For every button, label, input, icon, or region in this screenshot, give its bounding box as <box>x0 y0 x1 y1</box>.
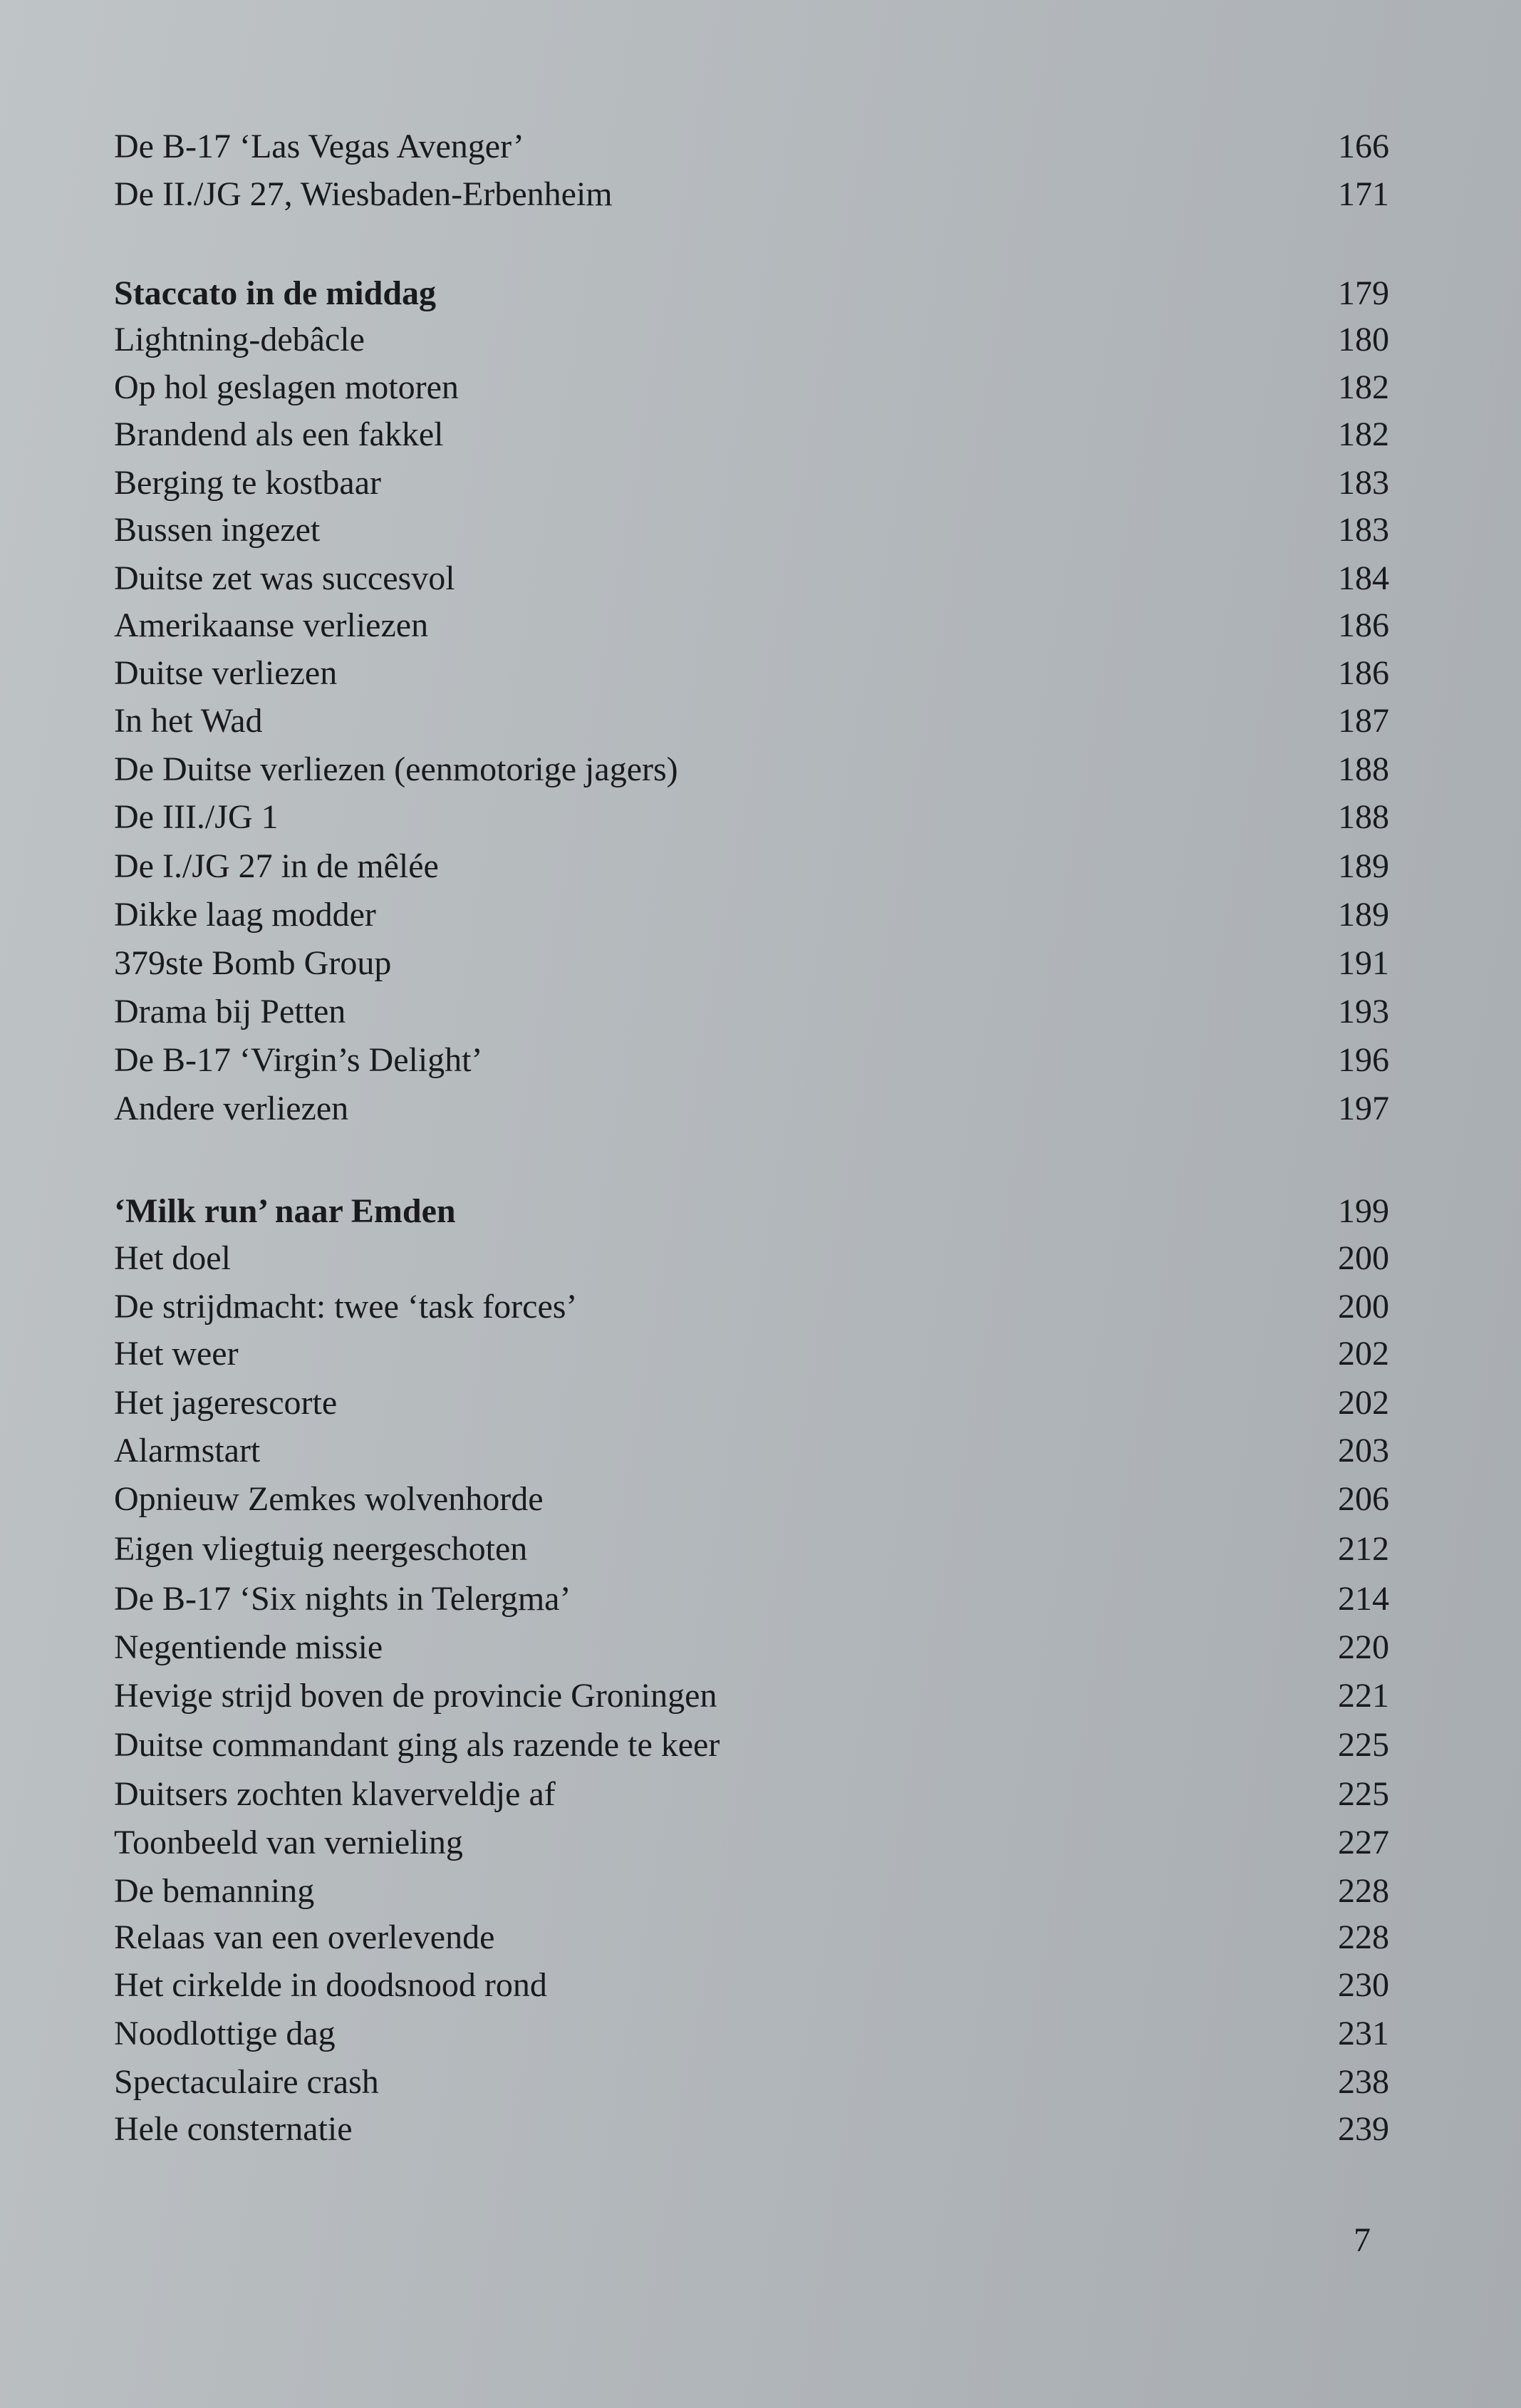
toc-entry-title: Spectaculaire crash <box>114 2063 379 2101</box>
toc-entry-title: De B-17 ‘Six nights in Telergma’ <box>114 1580 571 1618</box>
toc-entry-title: Duitse verliezen <box>114 654 338 692</box>
toc-section-heading <box>114 269 1389 318</box>
toc-entry-title: Toonbeeld van vernieling <box>114 1824 463 1861</box>
toc-entry-page: 182 <box>1338 415 1389 453</box>
toc-entry-page: 184 <box>1338 559 1389 597</box>
toc-entry-page: 225 <box>1338 1775 1389 1813</box>
toc-entry-page: 199 <box>1338 1192 1389 1230</box>
toc-entry <box>114 459 1389 507</box>
toc-entry-page: 180 <box>1338 321 1389 358</box>
toc-entry-title: Dikke laag modder <box>114 896 376 934</box>
toc-entry-title: Negentiende missie <box>114 1628 383 1666</box>
toc-entry-page: 200 <box>1338 1288 1389 1326</box>
toc-entry-page: 182 <box>1338 368 1389 406</box>
toc-entry <box>114 1379 1389 1427</box>
toc-entry <box>114 1525 1389 1574</box>
toc-entry <box>114 793 1389 842</box>
toc-entry-title: De II./JG 27, Wiesbaden-Erbenheim <box>114 175 613 213</box>
toc-entry-page: 183 <box>1338 464 1389 502</box>
toc-entry-title: Noodlottige dag <box>114 2015 336 2052</box>
toc-entry-page: 189 <box>1338 847 1389 885</box>
toc-entry-page: 230 <box>1338 1966 1389 2004</box>
toc-entry <box>114 745 1389 794</box>
toc-entry-page: 183 <box>1338 511 1389 549</box>
toc-entry-title: Andere verliezen <box>114 1090 349 1127</box>
toc-entry <box>114 2058 1389 2107</box>
toc-entry-title: Het jagerescorte <box>114 1384 338 1422</box>
toc-entry-page: 214 <box>1338 1580 1389 1618</box>
toc-entry-page: 221 <box>1338 1677 1389 1715</box>
toc-entry-title: In het Wad <box>114 702 263 740</box>
toc-entry-title: De III./JG 1 <box>114 798 279 836</box>
toc-entry-page: 188 <box>1338 750 1389 788</box>
toc-entry-page: 200 <box>1338 1239 1389 1277</box>
toc-entry-page: 197 <box>1338 1090 1389 1127</box>
toc-entry <box>114 1913 1389 1962</box>
toc-entry-title: Hele consternatie <box>114 2110 353 2148</box>
toc-entry-title: Op hol geslagen motoren <box>114 368 459 406</box>
toc-entry <box>114 1961 1389 2010</box>
toc-entry-title: De bemanning <box>114 1872 315 1910</box>
toc-entry-page: 188 <box>1338 798 1389 836</box>
toc-entry-title: 379ste Bomb Group <box>114 944 392 982</box>
toc-entry-title: Duitsers zochten klaverveldje af <box>114 1775 556 1813</box>
toc-entry <box>114 410 1389 459</box>
toc-entry <box>114 1234 1389 1283</box>
toc-entry <box>114 649 1389 698</box>
toc-entry-page: 186 <box>1338 654 1389 692</box>
toc-entry-title: ‘Milk run’ naar Emden <box>114 1192 456 1230</box>
toc-entry <box>114 2010 1389 2058</box>
toc-entry-page: 227 <box>1338 1824 1389 1861</box>
toc-entry <box>114 554 1389 603</box>
toc-entry-page: 191 <box>1338 944 1389 982</box>
toc-entry-title: Hevige strijd boven de provincie Groningen <box>114 1677 717 1715</box>
toc-entry <box>114 891 1389 939</box>
toc-entry <box>114 123 1389 171</box>
toc-entry-page: 238 <box>1338 2063 1389 2101</box>
toc-entry <box>114 170 1389 219</box>
toc-entry-page: 171 <box>1338 175 1389 213</box>
toc-entry-page: 206 <box>1338 1480 1389 1518</box>
toc-entry-page: 179 <box>1338 274 1389 312</box>
toc-entry <box>114 1475 1389 1524</box>
toc-entry-page: 166 <box>1338 128 1389 165</box>
toc-entry-title: Het weer <box>114 1335 239 1373</box>
toc-entry-page: 196 <box>1338 1041 1389 1079</box>
toc-entry-title: De Duitse verliezen (eenmotorige jagers) <box>114 750 678 788</box>
toc-entry-title: De B-17 ‘Las Vegas Avenger’ <box>114 128 524 165</box>
toc-entry-title: Duitse commandant ging als razende te keer <box>114 1726 720 1764</box>
toc-entry-page: 231 <box>1338 2015 1389 2052</box>
toc-entry-page: 202 <box>1338 1384 1389 1422</box>
toc-entry <box>114 506 1389 554</box>
toc-entry-title: Het cirkelde in doodsnood rond <box>114 1966 547 2004</box>
toc-entry-title: Het doel <box>114 1239 231 1277</box>
page-number: 7 <box>1354 2221 1371 2259</box>
toc-entry-title: Bussen ingezet <box>114 511 321 549</box>
toc-entry <box>114 1623 1389 1672</box>
toc-entry-title: De I./JG 27 in de mêlée <box>114 847 439 885</box>
toc-entry-page: 203 <box>1338 1432 1389 1469</box>
toc-entry <box>114 2105 1389 2154</box>
toc-entry <box>114 1085 1389 1133</box>
toc-entry <box>114 1672 1389 1720</box>
toc-entry-page: 225 <box>1338 1726 1389 1764</box>
toc-entry <box>114 1867 1389 1916</box>
toc-entry-page: 212 <box>1338 1530 1389 1568</box>
toc-entry-page: 186 <box>1338 606 1389 644</box>
toc-entry <box>114 316 1389 364</box>
toc-entry-title: Brandend als een fakkel <box>114 415 444 453</box>
toc-entry-title: Lightning-debâcle <box>114 321 365 358</box>
toc-entry <box>114 1427 1389 1475</box>
toc-entry-title: Relaas van een overlevende <box>114 1918 495 1956</box>
toc-entry <box>114 842 1389 891</box>
toc-entry-title: Eigen vliegtuig neergeschoten <box>114 1530 528 1568</box>
toc-entry-title: Drama bij Petten <box>114 993 346 1030</box>
toc-entry-title: Amerikaanse verliezen <box>114 606 429 644</box>
toc-entry-title: Berging te kostbaar <box>114 464 382 502</box>
toc-entry-page: 193 <box>1338 993 1389 1030</box>
toc-entry <box>114 1036 1389 1085</box>
toc-entry <box>114 1575 1389 1623</box>
toc-entry-title: Alarmstart <box>114 1432 261 1469</box>
toc-entry-title: Duitse zet was succesvol <box>114 559 455 597</box>
toc-entry <box>114 697 1389 745</box>
toc-entry-page: 187 <box>1338 702 1389 740</box>
toc-entry-title: De strijdmacht: twee ‘task forces’ <box>114 1288 578 1326</box>
toc-entry-page: 239 <box>1338 2110 1389 2148</box>
toc-entry <box>114 601 1389 650</box>
toc-entry <box>114 939 1389 988</box>
toc-entry <box>114 1283 1389 1331</box>
toc-entry <box>114 1721 1389 1769</box>
toc-entry <box>114 1330 1389 1378</box>
toc-entry-title: Opnieuw Zemkes wolvenhorde <box>114 1480 544 1518</box>
toc-entry <box>114 1819 1389 1867</box>
toc-entry <box>114 988 1389 1036</box>
toc-entry-page: 228 <box>1338 1872 1389 1910</box>
toc-entry-title: De B-17 ‘Virgin’s Delight’ <box>114 1041 483 1079</box>
toc-entry <box>114 1770 1389 1819</box>
toc-entry-title: Staccato in de middag <box>114 274 437 312</box>
toc-entry-page: 189 <box>1338 896 1389 934</box>
toc-entry-page: 228 <box>1338 1918 1389 1956</box>
toc-section-heading <box>114 1187 1389 1236</box>
toc-entry-page: 202 <box>1338 1335 1389 1373</box>
toc-entry <box>114 363 1389 412</box>
toc-entry-page: 220 <box>1338 1628 1389 1666</box>
